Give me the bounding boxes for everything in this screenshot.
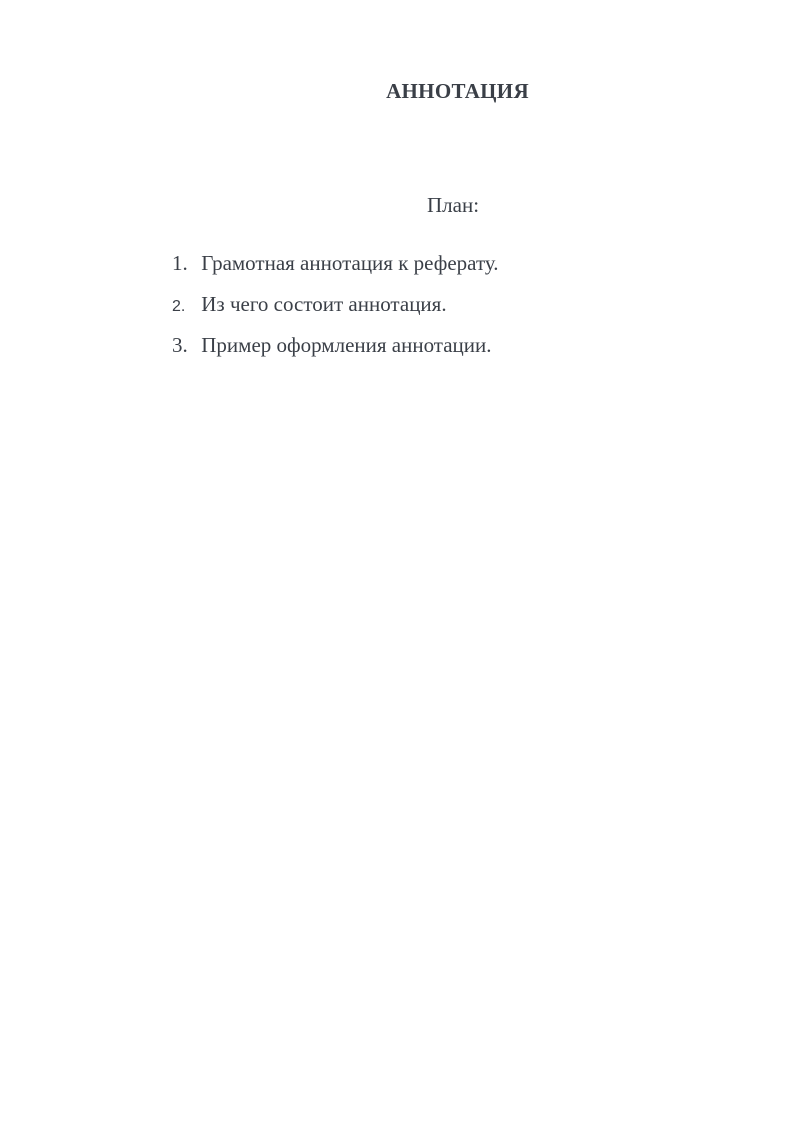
plan-item — [172, 332, 499, 373]
plan-list — [172, 250, 499, 373]
plan-item-text: Из чего состоит аннотация. — [201, 292, 447, 316]
plan-item — [172, 250, 499, 291]
plan-item-text: Грамотная аннотация к реферату. — [201, 251, 499, 275]
plan-item-number: 3. — [172, 333, 188, 357]
document-title: АННОТАЦИЯ — [386, 79, 529, 103]
plan-item-text: Пример оформления аннотации. — [201, 333, 492, 357]
plan-item — [172, 291, 499, 332]
plan-item-number: 1. — [172, 251, 188, 275]
plan-item-number: 2. — [172, 298, 186, 315]
plan-heading: План: — [427, 193, 480, 217]
